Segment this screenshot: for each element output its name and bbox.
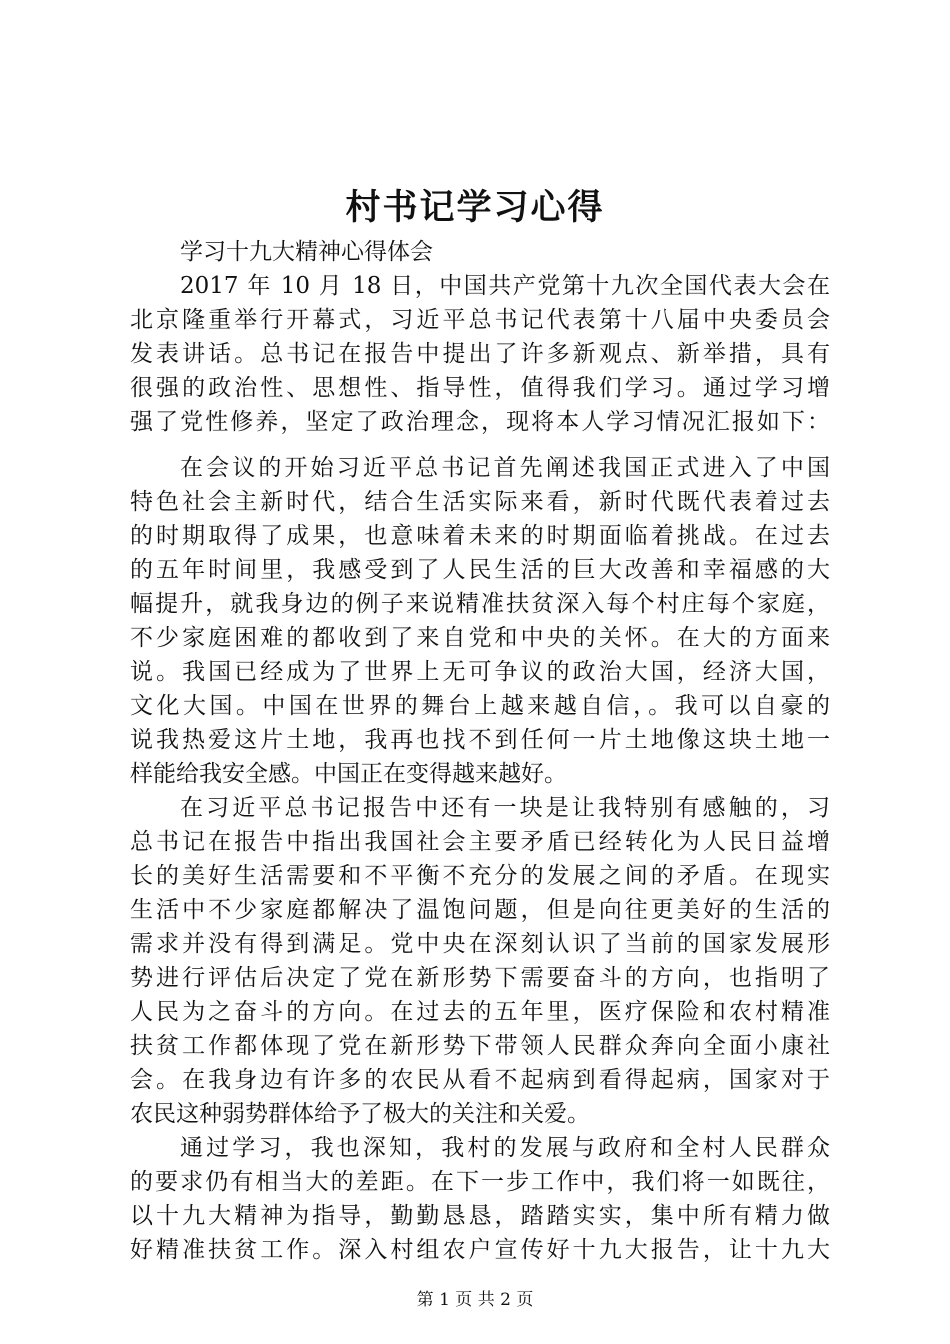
body-line: 样能给我安全感。中国正在变得越来越好。 (130, 761, 567, 787)
body-line: 好精准扶贫工作。深入村组农户宣传好十九大报告，让十九大 (130, 1237, 830, 1263)
body-line: 的五年时间里，我感受到了人民生活的巨大改善和幸福感的大 (130, 557, 830, 583)
body-line: 不少家庭困难的都收到了来自党和中央的关怀。在大的方面来 (130, 625, 830, 651)
body-line: 在习近平总书记报告中还有一块是让我特别有感触的，习 (180, 795, 830, 821)
body-line: 特色社会主新时代，结合生活实际来看，新时代既代表着过去 (130, 489, 830, 515)
body-line: 在会议的开始习近平总书记首先阐述我国正式进入了中国 (180, 455, 830, 481)
body-line: 的时期取得了成果，也意味着未来的时期面临着挑战。在过去 (130, 523, 830, 549)
body-line: 发表讲话。总书记在报告中提出了许多新观点、新举措，具有 (130, 341, 830, 367)
body-line: 很强的政治性、思想性、指导性，值得我们学习。通过学习增 (130, 375, 830, 401)
body-line: 会。在我身边有许多的农民从看不起病到看得起病，国家对于 (130, 1067, 830, 1093)
body-line: 说我热爱这片土地，我再也找不到任何一片土地像这块土地一 (130, 727, 830, 753)
body-line: 说。我国已经成为了世界上无可争议的政治大国，经济大国， (130, 659, 830, 685)
body-line: 需求并没有得到满足。党中央在深刻认识了当前的国家发展形 (130, 931, 830, 957)
body-line: 势进行评估后决定了党在新形势下需要奋斗的方向，也指明了 (130, 965, 830, 991)
body-line: 总书记在报告中指出我国社会主要矛盾已经转化为人民日益增 (130, 829, 830, 855)
body-line: 的要求仍有相当大的差距。在下一步工作中，我们将一如既往， (130, 1169, 830, 1195)
body-line: 生活中不少家庭都解决了温饱问题，但是向往更美好的生活的 (130, 897, 830, 923)
body-line: 幅提升，就我身边的例子来说精准扶贫深入每个村庄每个家庭， (130, 591, 830, 617)
body-line: 通过学习，我也深知，我村的发展与政府和全村人民群众 (180, 1135, 830, 1161)
body-line: 长的美好生活需要和不平衡不充分的发展之间的矛盾。在现实 (130, 863, 830, 889)
body-line: 2017 年 10 月 18 日，中国共产党第十九次全国代表大会在 (180, 273, 830, 299)
body-line: 北京隆重举行开幕式，习近平总书记代表第十八届中央委员会 (130, 307, 830, 333)
body-line: 农民这种弱势群体给予了极大的关注和关爱。 (130, 1101, 590, 1127)
document-subtitle: 学习十九大精神心得体会 (180, 239, 433, 265)
body-line: 人民为之奋斗的方向。在过去的五年里，医疗保险和农村精准 (130, 999, 830, 1025)
body-line: 扶贫工作都体现了党在新形势下带领人民群众奔向全面小康社 (130, 1033, 830, 1059)
document-title: 村书记学习心得 (345, 187, 605, 228)
body-line: 强了党性修养，坚定了政治理念，现将本人学习情况汇报如下： (130, 409, 830, 435)
body-line: 以十九大精神为指导，勤勤恳恳，踏踏实实，集中所有精力做 (130, 1203, 830, 1229)
body-line: 文化大国。中国在世界的舞台上越来越自信，。我可以自豪的 (130, 693, 830, 719)
page-footer: 第 1 页 共 2 页 (416, 1290, 534, 1310)
